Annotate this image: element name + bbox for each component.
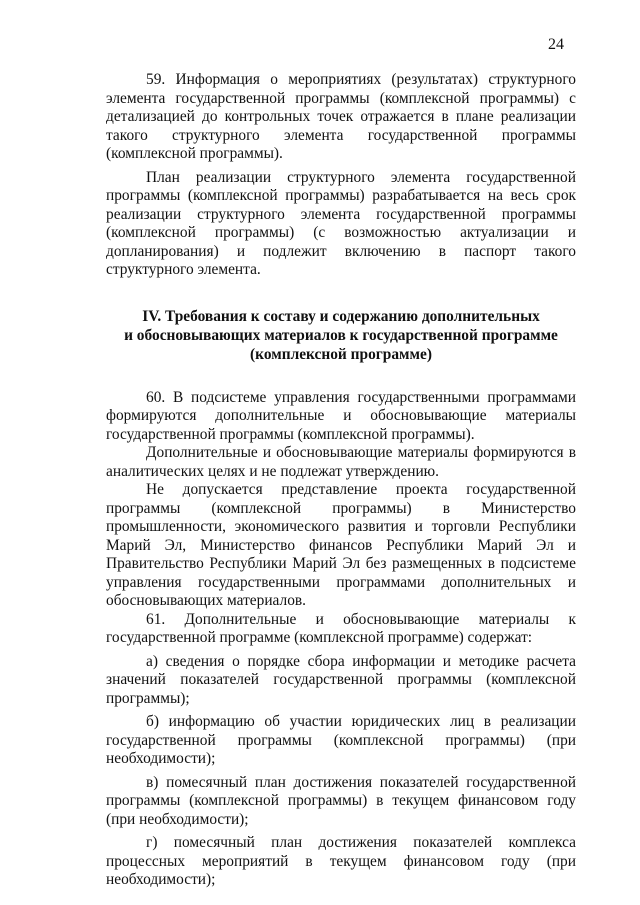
section-heading-line-3: (комплексной программе) (250, 345, 432, 363)
paragraph-60: 60. В подсистеме управления государственными программами формируются дополнительные и обосновывающие материалы государственной программы (комплексной программы). (106, 388, 576, 443)
paragraph-plan: План реализации структурного элемента государственной программы (комплексной программы) разрабатывается на весь срок реализации структурного элемента государственной программы (комплексной программы) (с возможностью актуализации и допланирования) и подлежит включению в паспорт такого структурного элемента. (106, 168, 576, 278)
paragraph-not-allowed: Не допускается представление проекта государственной программы (комплексной программы) в Министерство промышленности, экономического развития и торговли Республики Марий Эл, Министерство финансов Республики Марий Эл и Правительство Республики Марий Эл без размещенных в подсистеме управления государственными программами дополнительных и обосновывающих материалов. (106, 481, 576, 609)
document-body (106, 71, 576, 890)
page-number: 24 (548, 36, 564, 53)
list-item-g: г) помесячный план достижения показателей комплекса процессных мероприятий в текущем финансовом году (при необходимости); (106, 834, 576, 888)
section-heading-line-1: IV. Требования к составу и содержанию дополнительных (142, 307, 540, 325)
list-item-v: в) помесячный план достижения показателей государственной программы (комплексной программы) в текущем финансовом году (при необходимости); (106, 773, 576, 828)
section-heading-line-2: и обосновывающих материалов к государственной программе (124, 326, 558, 344)
list-item-b: б) информацию об участии юридических лиц в реализации государственной программы (комплексной программы) (при необходимости); (106, 713, 576, 767)
list-item-a: а) сведения о порядке сбора информации и методике расчета значений показателей государственной программы (комплексной программы); (106, 652, 576, 707)
section-heading (106, 307, 576, 364)
paragraph-61: 61. Дополнительные и обосновывающие материалы к государственной программе (комплексной программе) содержат: (106, 610, 576, 646)
paragraph-59: 59. Информация о мероприятиях (результатах) структурного элемента государственной программы (комплексной программы) с детализацией до контрольных точек отражается в плане реализации такого структурного элемента государственной программы (комплексной программы). (106, 71, 576, 162)
paragraph-analytical: Дополнительные и обосновывающие материалы формируются в аналитических целях и не подлежат утверждению. (106, 444, 576, 480)
